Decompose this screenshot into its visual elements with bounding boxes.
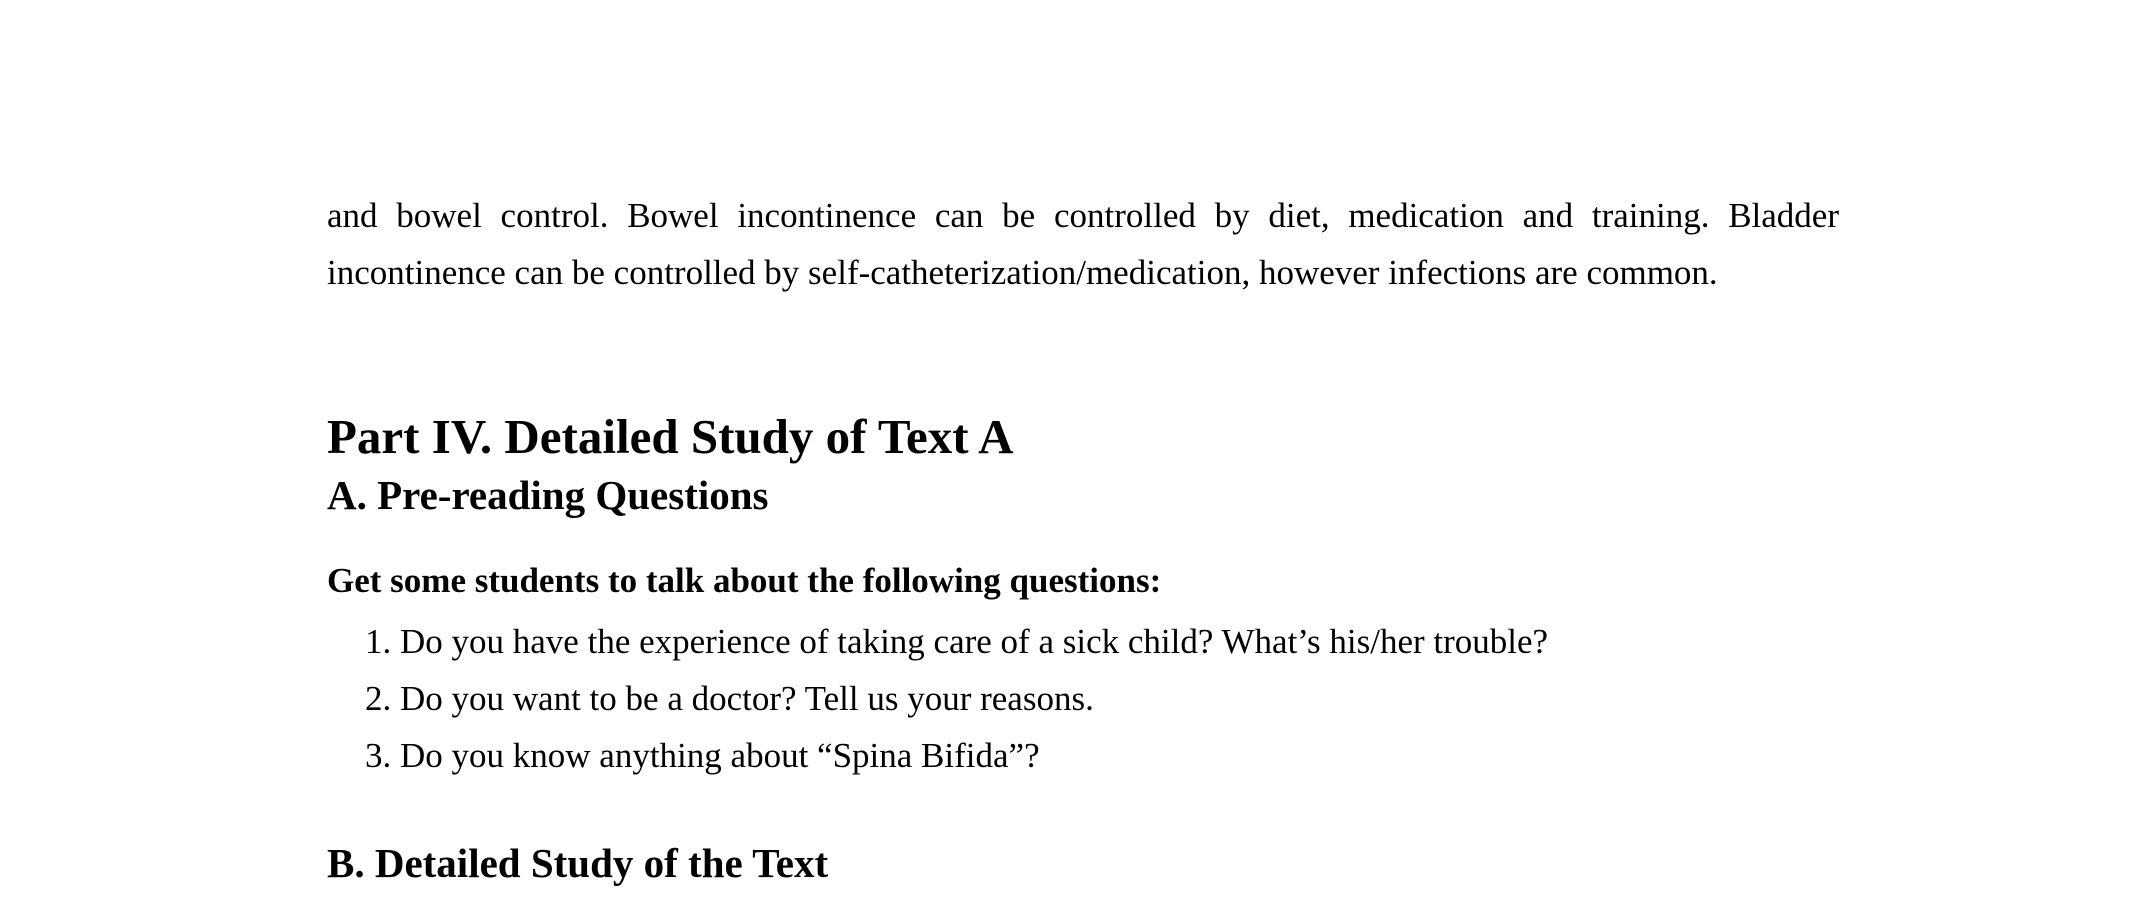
section-b-heading: B. Detailed Study of the Text — [327, 840, 829, 886]
part-heading: Part IV. Detailed Study of Text A — [327, 409, 1014, 464]
question-item-3: 3. Do you know anything about “Spina Bifida”? — [365, 736, 1040, 775]
question-item-2: 2. Do you want to be a doctor? Tell us your reasons. — [365, 679, 1094, 718]
body-paragraph: and bowel control. Bowel incontinence can be controlled by diet, medication and training. Bladder incontinence can be controlled by self-catheterization/medication, however infections are common. — [327, 196, 1839, 292]
question-list — [365, 613, 1548, 784]
instruction-text: Get some students to talk about the following questions: — [327, 561, 1162, 600]
document-page — [327, 187, 1839, 886]
section-a-heading: A. Pre-reading Questions — [327, 472, 769, 518]
question-item-1: 1. Do you have the experience of taking care of a sick child? What’s his/her trouble? — [365, 622, 1549, 661]
